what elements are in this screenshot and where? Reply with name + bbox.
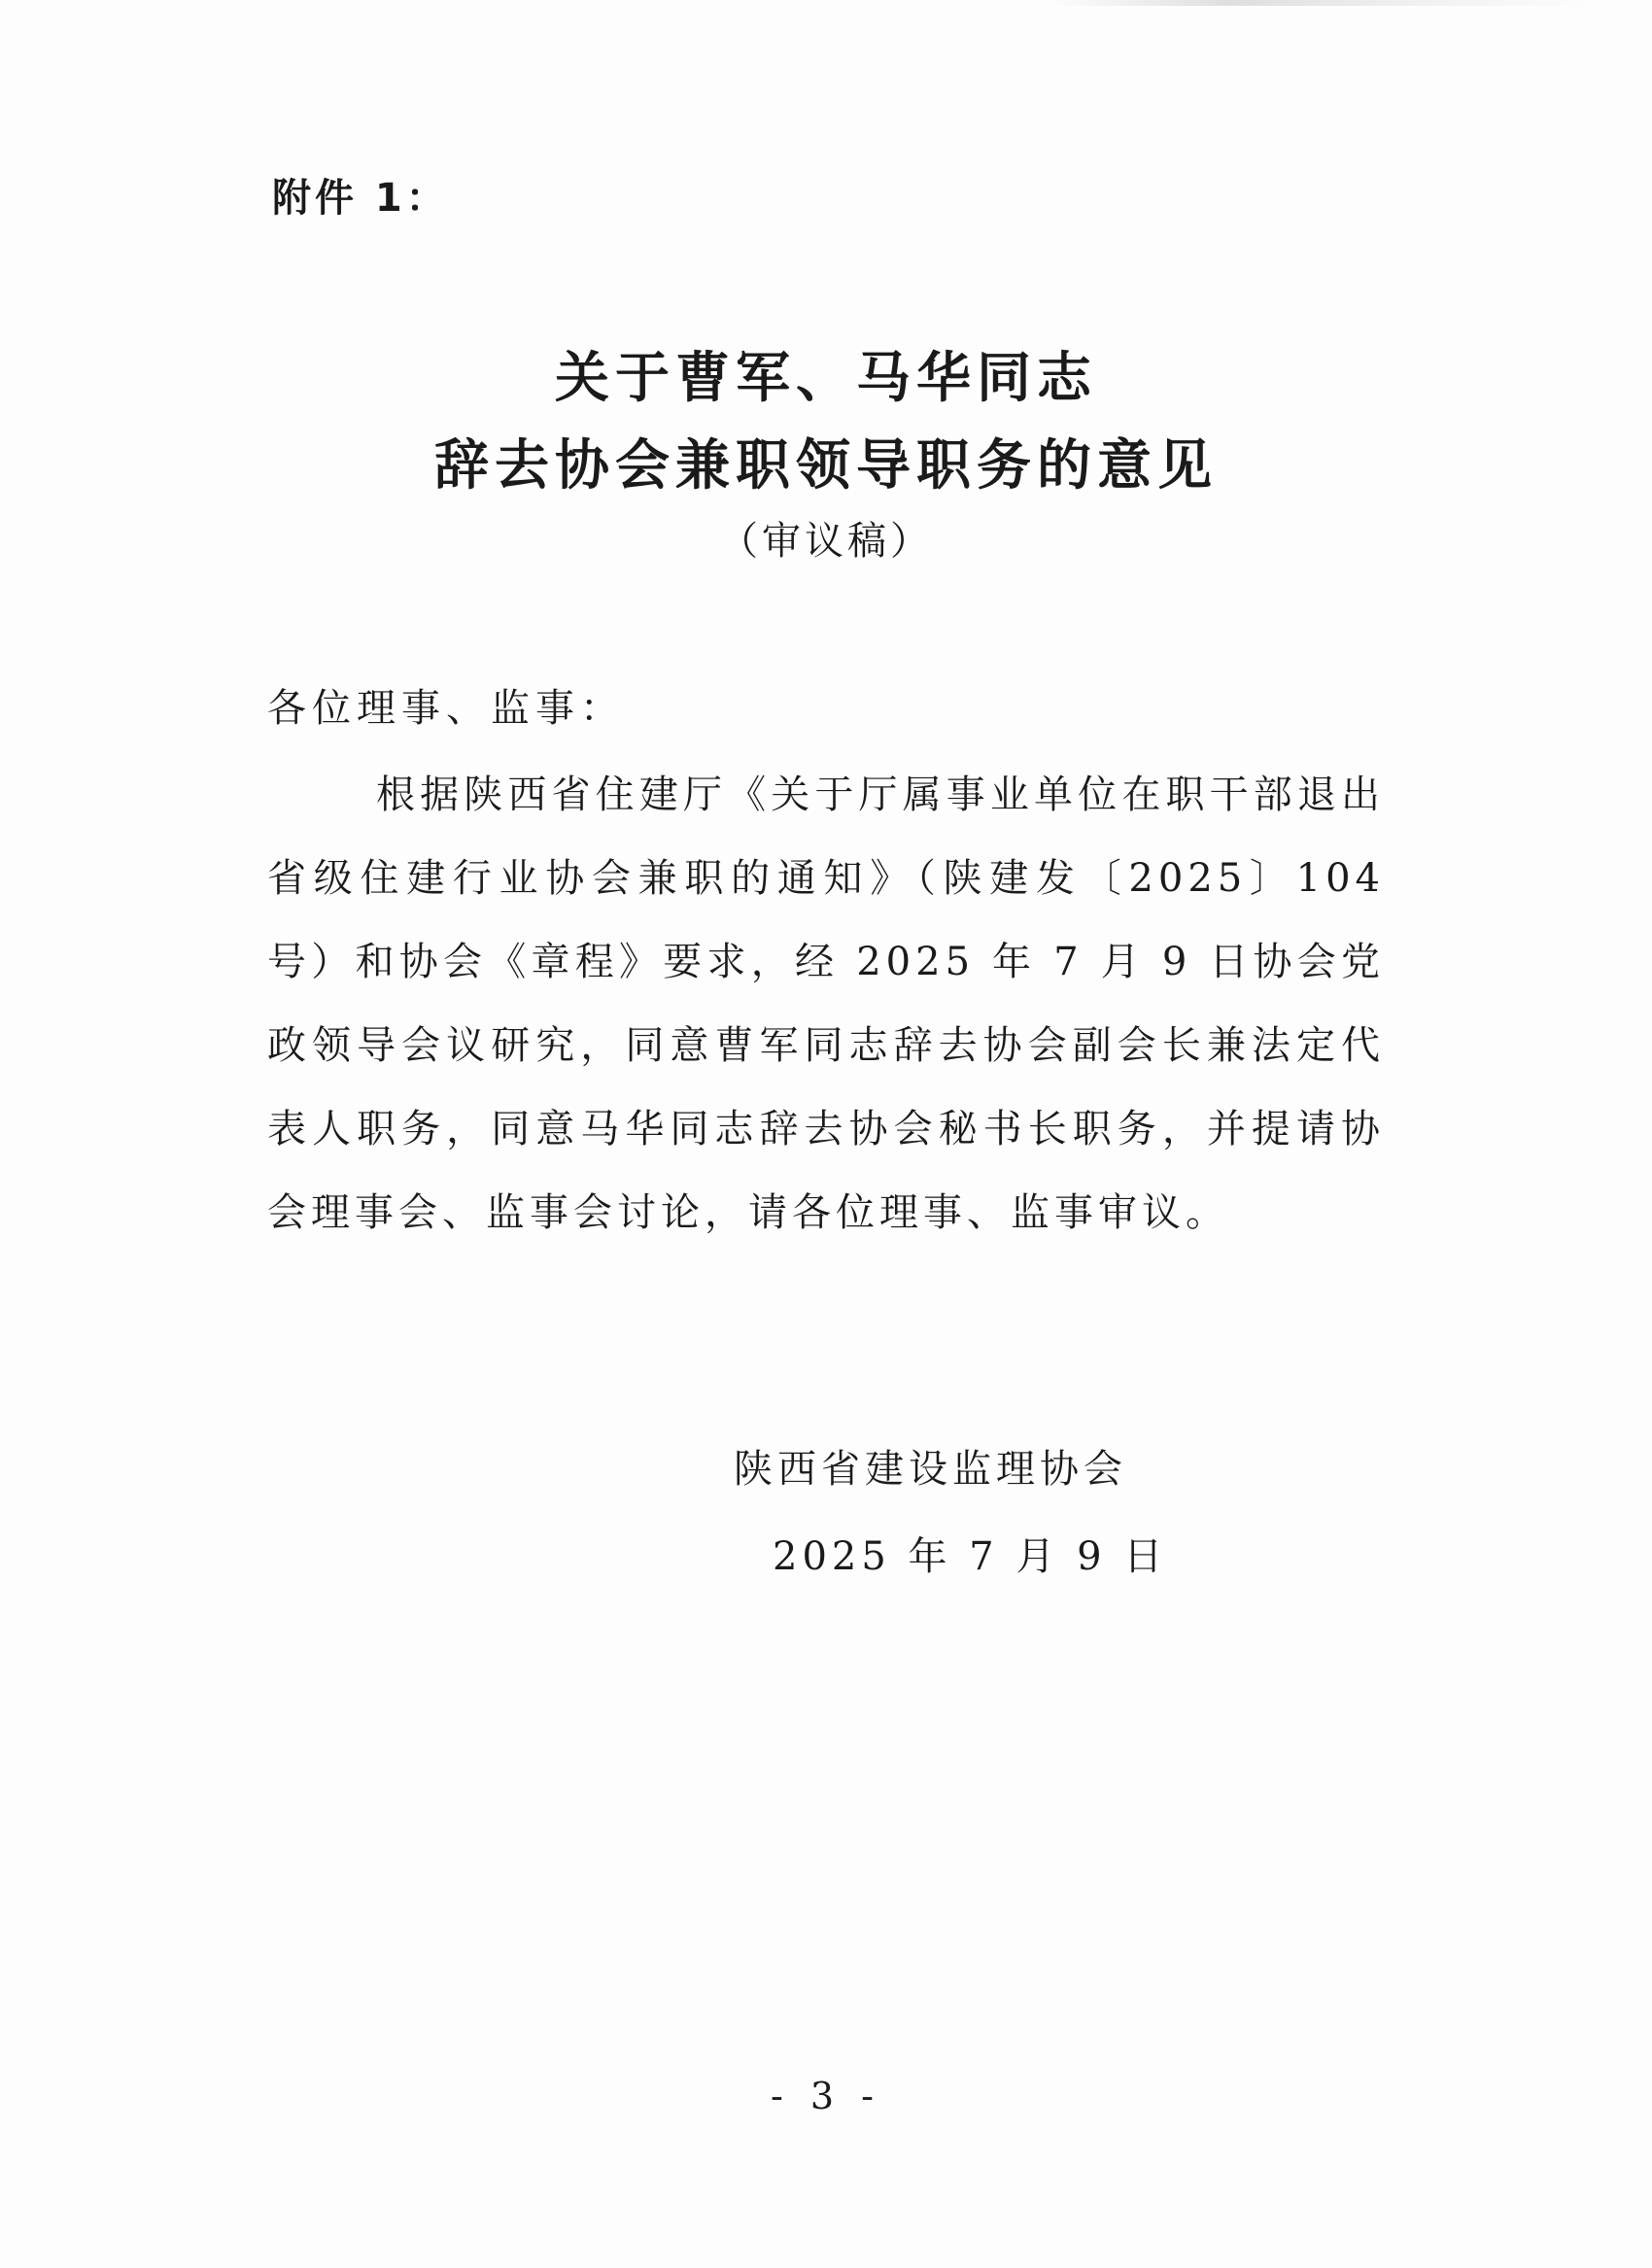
- salutation: 各位理事、监事：: [267, 686, 625, 731]
- document-subtitle: （审议稿）: [719, 519, 933, 564]
- signature-date: 2025 年 7 月 9 日: [773, 1534, 1168, 1579]
- page-number: - 3 -: [770, 2075, 881, 2117]
- document-title-line-2: 辞去协会兼职领导职务的意见: [434, 433, 1218, 498]
- signature-organization: 陕西省建设监理协会: [734, 1447, 1127, 1492]
- attachment-label: 附件 1：: [272, 176, 449, 221]
- scan-edge-shadow: [1050, 0, 1594, 6]
- body-paragraph: 根据陕西省住建厅《关于厅属事业单位在职干部退出省级住建行业协会兼职的通知》（陕建发〔2025〕104 号）和协会《章程》要求，经 2025 年 7 月 9 日协会党政领导会议研究，同意曹军同志辞去协会副会长兼法定代表人职务，同意马华同志辞去协会秘书长职务，并提请协会理事会、监事会讨论，请各位理事、监事审议。: [267, 773, 1385, 1235]
- document-title-line-1: 关于曹军、马华同志: [555, 346, 1097, 410]
